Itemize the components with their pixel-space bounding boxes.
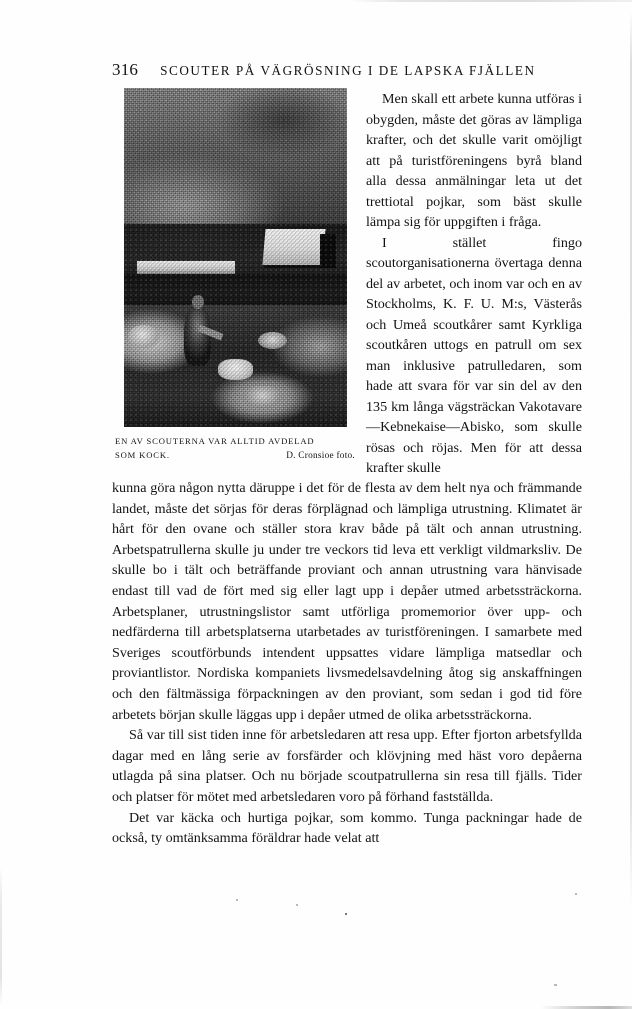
scan-artifact-left-edge <box>0 866 2 1006</box>
body-paragraph: Så var till sist tiden inne för arbetsledaren att resa upp. Efter fjorton arbetsfyllda dagar med en lång serie av forsfärder och klövjning med häst voro depåerna utlagda på sina platser. Och nu började scoutpatrullerna sin resa till fjälls. Tider och platser för mötet med arbetsledaren voro på förhand fastställda. <box>112 727 582 805</box>
side-column-text <box>366 89 582 479</box>
scan-speck <box>554 984 557 986</box>
running-head <box>112 60 582 80</box>
scan-artifact-top-edge <box>345 0 632 2</box>
side-paragraph: Men skall ett arbete kunna utföras i obygden, måste det göras av lämpliga krafter, och det skulle varit omöjligt att på turistföreningens byrå bland alla dessa anmälningar leta ut det trettiotal pojkar, som bäst skulle lämpa sig för uppgiften i fråga. <box>366 91 582 230</box>
scan-speck <box>236 899 238 901</box>
figure-photograph <box>124 88 347 427</box>
scan-speck <box>575 893 577 895</box>
side-paragraph: I stället fingo scoutorganisationerna övertaga denna del av arbetet, och inom var och en av Stockholms, K. F. U. M:s, Västerås och Umeå scoutkårer samt Kyrkliga scoutkåren uttogs en patrull om sex man inklusive patrulledaren, som hade att svara för var sin del av den 135 km långa vägsträckan Vakotavare—Kebnekaise—Abisko, som skulle rösas och röjas. Men för att dessa krafter skulle <box>366 234 582 476</box>
caption-line-1: EN AV SCOUTERNA VAR ALLTID AVDELAD <box>115 436 315 446</box>
caption-line-2: SOM KOCK. <box>115 450 170 460</box>
body-paragraph: kunna göra någon nytta däruppe i det för de flesta av dem helt nya och främmande landet, måste det sörjas för deras förplägnad och lämpliga utrustning. Klimatet är hårt för den ovane och ställer stora krav både på tält och annan utrustning. Arbetspatrullerna skulle ju under tre veckors tid leva ett verkligt vildmarksliv. De skulle bo i tält och beträffande proviant och annan utrustning vara hänvisade endast till vad de fört med sig eller lagt upp i depåer utmed arbetssträckorna. Arbetsplaner, utrustningslistor samt utförliga promemorior över upp- och nedfärderna till arbetsplatserna utarbetades av turistföreningen. I samarbete med Sveriges scoutförbunds intendent uppsattes vidare lämpliga matsedlar och proviantlistor. Nordiska kompaniets livsmedelsavdelning åtog sig anskaffningen och den fältmässiga förpackningen av den proviant, som sedan i god tid före arbetets början skulle läggas upp i depåer utmed de olika arbetssträckorna. <box>112 480 582 723</box>
body-text <box>112 478 582 849</box>
running-title: SCOUTER PÅ VÄGRÖSNING I DE LAPSKA FJÄLLEN <box>160 63 536 78</box>
photograph-scout-cooking-image <box>124 88 347 427</box>
photo-credit: D. Cronsioe foto. <box>286 451 355 461</box>
page-number: 316 <box>112 60 139 79</box>
body-paragraph: Det var käcka och hurtiga pojkar, som kommo. Tunga packningar hade de också, ty omtänksamma föräldrar hade velat att <box>112 809 582 847</box>
figure-caption <box>115 434 355 463</box>
scan-speck <box>296 904 298 906</box>
scan-speck <box>345 913 347 915</box>
halftone-dot-overlay <box>124 88 347 427</box>
